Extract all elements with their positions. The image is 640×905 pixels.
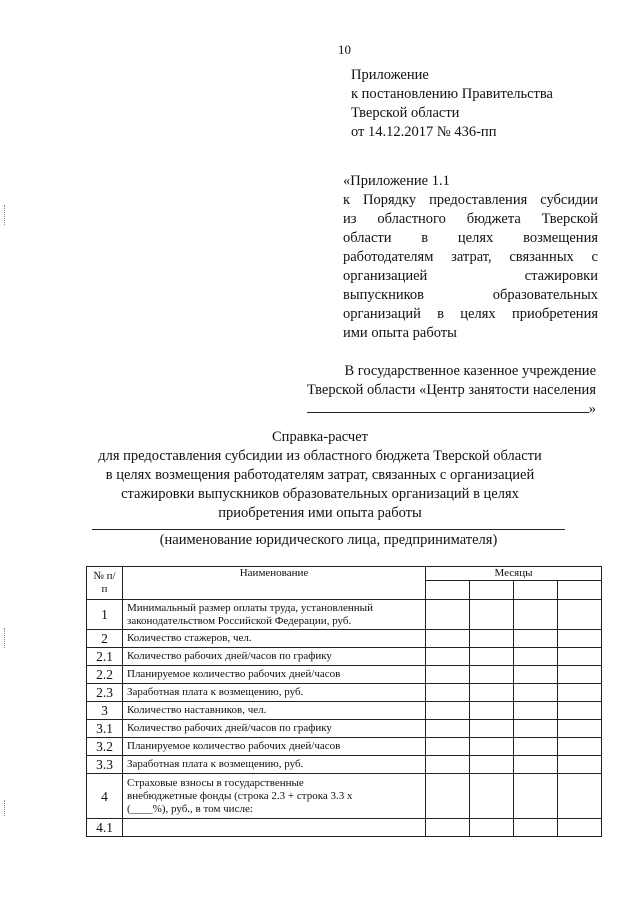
procedure-line: организацией стажировки <box>343 268 598 284</box>
procedure-line: из областного бюджета Тверской <box>343 211 598 227</box>
month-value-cell[interactable] <box>426 738 470 756</box>
month-value-cell[interactable] <box>470 720 514 738</box>
month-value-cell[interactable] <box>426 666 470 684</box>
row-name-line: Минимальный размер оплаты труда, установленный <box>127 601 373 614</box>
row-name-line: Планируемое количество рабочих дней/часов <box>127 740 341 752</box>
table-row <box>87 630 602 648</box>
procedure-line: области в целях возмещения <box>343 230 598 246</box>
recipient-line: В государственное казенное учреждение <box>344 363 596 379</box>
row-name-line: законодательством Российской Федерации, руб. <box>127 614 352 627</box>
month-value-cell[interactable] <box>470 630 514 648</box>
month-value-cell[interactable] <box>426 774 470 819</box>
table-row <box>87 648 602 666</box>
row-number: 2 <box>87 630 123 648</box>
month-value-cell[interactable] <box>558 720 602 738</box>
row-name <box>123 666 426 684</box>
month-value-cell[interactable] <box>514 666 558 684</box>
table-row <box>87 819 602 837</box>
page-number: 10 <box>338 42 351 57</box>
title-line: стажировки выпускников образовательных организаций в целях <box>121 486 519 502</box>
appendix-line: к постановлению Правительства <box>351 86 553 102</box>
margin-mark <box>4 205 9 225</box>
month-value-cell[interactable] <box>470 774 514 819</box>
month-value-cell[interactable] <box>426 819 470 837</box>
row-name-line: (____%), руб., в том числе: <box>127 802 253 815</box>
row-name <box>123 720 426 738</box>
col-header-months: Месяцы <box>426 567 602 581</box>
month-value-cell[interactable] <box>426 684 470 702</box>
fill-in-underline <box>307 400 589 413</box>
row-name-line: Количество наставников, чел. <box>127 704 267 716</box>
table-header-row <box>87 567 602 581</box>
entity-caption: (наименование юридического лица, предпринимателя) <box>159 532 498 548</box>
month-value-cell[interactable] <box>426 720 470 738</box>
month-cell <box>470 581 514 600</box>
title-main: Справка-расчет <box>272 429 368 445</box>
table-row <box>87 774 602 819</box>
col-header-name: Наименование <box>123 567 426 600</box>
margin-mark <box>4 800 9 816</box>
month-value-cell[interactable] <box>470 738 514 756</box>
table-row <box>87 666 602 684</box>
month-value-cell[interactable] <box>558 666 602 684</box>
month-value-cell[interactable] <box>558 756 602 774</box>
row-name <box>123 648 426 666</box>
procedure-line: выпускников образовательных <box>343 287 598 303</box>
appendix-line: Тверской области <box>351 105 460 121</box>
month-value-cell[interactable] <box>470 600 514 630</box>
month-value-cell[interactable] <box>426 630 470 648</box>
row-number: 3.1 <box>87 720 123 738</box>
month-value-cell[interactable] <box>426 702 470 720</box>
month-value-cell[interactable] <box>558 630 602 648</box>
procedure-line: «Приложение 1.1 <box>343 173 450 189</box>
month-value-cell[interactable] <box>514 648 558 666</box>
row-name <box>123 738 426 756</box>
procedure-line: ими опыта работы <box>343 325 457 341</box>
procedure-line: организаций в целях приобретения <box>343 306 598 322</box>
row-name <box>123 774 426 819</box>
row-name-line: Страховые взносы в государственные <box>127 776 304 789</box>
appendix-line: от 14.12.2017 № 436-пп <box>351 124 497 140</box>
row-name <box>123 819 426 837</box>
row-number: 3.3 <box>87 756 123 774</box>
table-row <box>87 702 602 720</box>
month-value-cell[interactable] <box>470 819 514 837</box>
row-name <box>123 630 426 648</box>
row-name <box>123 600 426 630</box>
row-name-line: Количество рабочих дней/часов по графику <box>127 722 332 734</box>
col-header-num: № п/п <box>87 567 123 600</box>
procedure-line: работодателям затрат, связанных с <box>343 249 598 265</box>
row-number: 2.1 <box>87 648 123 666</box>
month-value-cell[interactable] <box>558 738 602 756</box>
title-line: в целях возмещения работодателям затрат, связанных с организацией <box>105 467 535 483</box>
table-row <box>87 600 602 630</box>
recipient-block <box>292 362 596 419</box>
month-value-cell[interactable] <box>514 702 558 720</box>
row-name-line: Количество стажеров, чел. <box>127 632 252 644</box>
month-cell <box>514 581 558 600</box>
row-number: 2.3 <box>87 684 123 702</box>
month-value-cell[interactable] <box>470 756 514 774</box>
row-number: 3.2 <box>87 738 123 756</box>
month-value-cell[interactable] <box>558 648 602 666</box>
month-value-cell[interactable] <box>470 666 514 684</box>
month-value-cell[interactable] <box>514 774 558 819</box>
month-value-cell[interactable] <box>514 600 558 630</box>
row-name <box>123 684 426 702</box>
row-number: 2.2 <box>87 666 123 684</box>
table-row <box>87 756 602 774</box>
month-value-cell[interactable] <box>470 702 514 720</box>
month-value-cell[interactable] <box>558 819 602 837</box>
month-value-cell[interactable] <box>558 702 602 720</box>
month-value-cell[interactable] <box>514 819 558 837</box>
row-name-line: Заработная плата к возмещению, руб. <box>127 758 304 770</box>
entity-name-underline <box>92 529 565 530</box>
month-value-cell[interactable] <box>426 756 470 774</box>
row-number: 4 <box>87 774 123 819</box>
closing-quote: » <box>588 401 596 417</box>
title-line: приобретения ими опыта работы <box>218 505 422 521</box>
appendix-header <box>351 66 553 142</box>
table-row <box>87 738 602 756</box>
row-name-line: внебюджетные фонды (строка 2.3 + строка 3.3 х <box>127 789 353 802</box>
calculation-table <box>86 566 602 837</box>
month-value-cell[interactable] <box>558 600 602 630</box>
document-title <box>90 428 550 523</box>
recipient-blank-line <box>292 400 596 419</box>
row-name-line: Количество рабочих дней/часов по графику <box>127 650 332 662</box>
month-value-cell[interactable] <box>558 684 602 702</box>
row-number: 4.1 <box>87 819 123 837</box>
row-name-line: Заработная плата к возмещению, руб. <box>127 686 304 698</box>
margin-mark <box>4 628 9 648</box>
procedure-header <box>343 172 598 343</box>
month-value-cell[interactable] <box>514 630 558 648</box>
month-value-cell[interactable] <box>426 600 470 630</box>
table-row <box>87 684 602 702</box>
month-value-cell[interactable] <box>426 648 470 666</box>
month-cell <box>558 581 602 600</box>
row-name <box>123 702 426 720</box>
row-number: 3 <box>87 702 123 720</box>
recipient-line: Тверской области «Центр занятости населения <box>307 382 596 398</box>
month-value-cell[interactable] <box>470 648 514 666</box>
month-value-cell[interactable] <box>514 756 558 774</box>
row-number: 1 <box>87 600 123 630</box>
month-value-cell[interactable] <box>558 774 602 819</box>
procedure-line: к Порядку предоставления субсидии <box>343 192 598 208</box>
title-line: для предоставления субсидии из областного бюджета Тверской области <box>98 448 542 464</box>
row-name <box>123 756 426 774</box>
month-cell <box>426 581 470 600</box>
month-value-cell[interactable] <box>514 720 558 738</box>
month-value-cell[interactable] <box>514 738 558 756</box>
table-row <box>87 720 602 738</box>
month-value-cell[interactable] <box>514 684 558 702</box>
month-value-cell[interactable] <box>470 684 514 702</box>
row-name-line: Планируемое количество рабочих дней/часов <box>127 668 341 680</box>
appendix-line: Приложение <box>351 67 429 83</box>
